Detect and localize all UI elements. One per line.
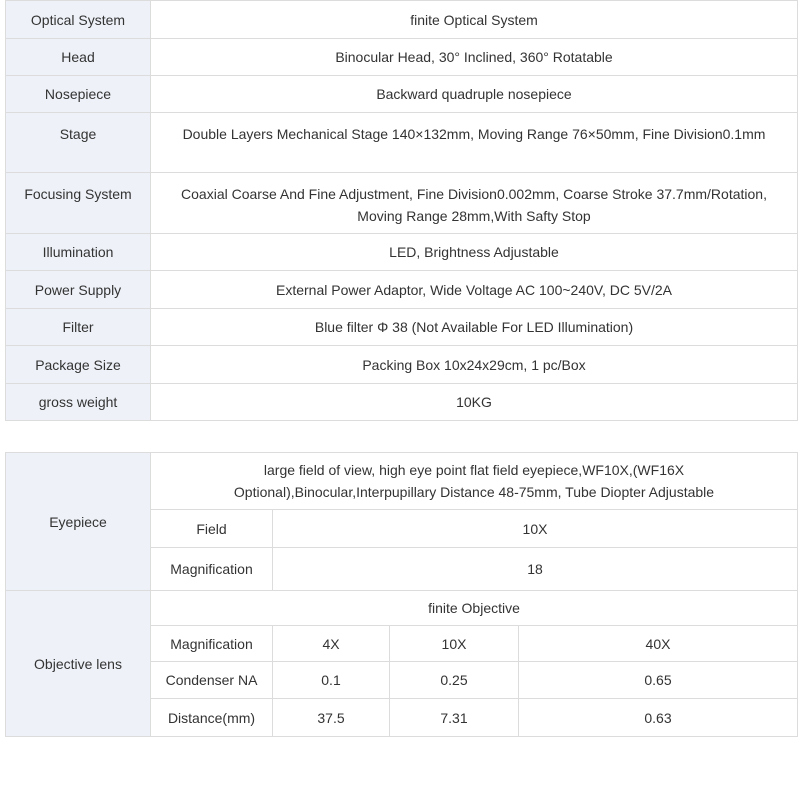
spec-value: LED, Brightness Adjustable bbox=[151, 234, 798, 271]
spec-label: gross weight bbox=[6, 384, 151, 421]
spec-row-gross-weight bbox=[6, 384, 798, 421]
spec-label: Filter bbox=[6, 309, 151, 346]
objective-cell: 0.65 bbox=[519, 662, 798, 699]
spec-label: Illumination bbox=[6, 234, 151, 271]
eyepiece-description: large field of view, high eye point flat field eyepiece,WF10X,(WF16X Optional),Binocular,Interpupillary Distance 48-75mm, Tube Diopter Adjustable bbox=[151, 453, 798, 510]
spec-value: Binocular Head, 30° Inclined, 360° Rotatable bbox=[151, 39, 798, 76]
spec-value: 10KG bbox=[151, 384, 798, 421]
objective-row-label: Distance(mm) bbox=[151, 699, 273, 737]
objective-title: finite Objective bbox=[151, 591, 798, 626]
eyepiece-description-row bbox=[6, 453, 798, 510]
objective-title-row bbox=[6, 591, 798, 626]
spec-value: Blue filter Φ 38 (Not Available For LED Illumination) bbox=[151, 309, 798, 346]
spec-value: Double Layers Mechanical Stage 140×132mm, Moving Range 76×50mm, Fine Division0.1mm bbox=[151, 113, 798, 173]
spec-label: Optical System bbox=[6, 1, 151, 39]
spec-row-power-supply bbox=[6, 271, 798, 309]
spec-row-head bbox=[6, 39, 798, 76]
objective-cell: 0.1 bbox=[273, 662, 390, 699]
optics-table bbox=[5, 452, 798, 737]
spec-value: Backward quadruple nosepiece bbox=[151, 76, 798, 113]
objective-row-label: Condenser NA bbox=[151, 662, 273, 699]
spec-row-optical-system bbox=[6, 1, 798, 39]
field-label: Field bbox=[151, 510, 273, 548]
objective-row-label: Magnification bbox=[151, 626, 273, 662]
spec-label: Head bbox=[6, 39, 151, 76]
objective-cell: 37.5 bbox=[273, 699, 390, 737]
objective-cell: 10X bbox=[390, 626, 519, 662]
spec-row-filter bbox=[6, 309, 798, 346]
objective-cell: 0.25 bbox=[390, 662, 519, 699]
spec-value: External Power Adaptor, Wide Voltage AC 100~240V, DC 5V/2A bbox=[151, 271, 798, 309]
objective-cell: 40X bbox=[519, 626, 798, 662]
spec-label: Focusing System bbox=[6, 173, 151, 234]
field-value: 10X bbox=[273, 510, 798, 548]
specifications-table bbox=[5, 0, 798, 421]
spec-row-focusing-system bbox=[6, 173, 798, 234]
spec-row-stage bbox=[6, 113, 798, 173]
spec-value: finite Optical System bbox=[151, 1, 798, 39]
spec-row-illumination bbox=[6, 234, 798, 271]
objective-cell: 0.63 bbox=[519, 699, 798, 737]
magnification-value: 18 bbox=[273, 548, 798, 591]
spec-value: Packing Box 10x24x29cm, 1 pc/Box bbox=[151, 346, 798, 384]
eyepiece-label: Eyepiece bbox=[6, 453, 151, 591]
objective-lens-label: Objective lens bbox=[6, 591, 151, 737]
spec-row-package-size bbox=[6, 346, 798, 384]
spec-label: Stage bbox=[6, 113, 151, 173]
spec-label: Power Supply bbox=[6, 271, 151, 309]
spec-label: Package Size bbox=[6, 346, 151, 384]
objective-cell: 4X bbox=[273, 626, 390, 662]
objective-cell: 7.31 bbox=[390, 699, 519, 737]
spec-label: Nosepiece bbox=[6, 76, 151, 113]
spec-value: Coaxial Coarse And Fine Adjustment, Fine Division0.002mm, Coarse Stroke 37.7mm/Rotation, Moving Range 28mm,With Safty Stop bbox=[151, 173, 798, 234]
spec-row-nosepiece bbox=[6, 76, 798, 113]
magnification-label: Magnification bbox=[151, 548, 273, 591]
